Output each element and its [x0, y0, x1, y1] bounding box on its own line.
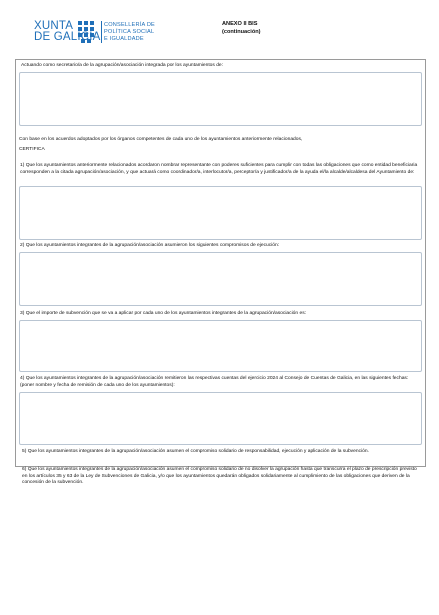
subsidy-amount-input-box[interactable]	[19, 320, 422, 372]
municipalities-input-box[interactable]	[19, 72, 422, 126]
item6-text: 6) Que los ayuntamientos integrantes de la agrupación/asociación asumen el compromiso solidario de no disolver la agrupación hasta que transcurra el plazo de prescripción previsto en los artículos 35 y 63 de la Ley de Subvenciones de Galicia, y/o que los ayuntamientos quedarán obligados solidariamente al cumplimiento de las obligaciones que deriven de la concesión de la subvención.	[22, 467, 417, 486]
department-line2: POLÍTICA SOCIAL	[104, 29, 155, 35]
department-line3: E IGUALDADE	[104, 36, 144, 42]
based-on-text: Con base en los acuerdos adoptados por los órganos competentes de cada uno de los ayuntamientos anteriormente relacionados,	[19, 137, 303, 142]
representative-input-box[interactable]	[19, 186, 422, 240]
certifica-heading: CERTIFICA	[19, 147, 45, 152]
annex-title: ANEXO II BIS	[222, 21, 258, 27]
item4-text: 4) Que los ayuntamientos integrantes de la agrupación/asociación remitieron las respectivas cuentas del ejercicio 2024 al Consejo de Cuentas de Galicia, en las siguientes fechas: (poner nombre y fecha de remisión de cada uno de los ayuntamientos):	[20, 376, 409, 388]
brand-line2: DE GALICIA	[34, 31, 101, 43]
brand-line1: XUNTA	[34, 20, 74, 32]
logo-divider	[101, 21, 102, 43]
commitments-input-box[interactable]	[19, 252, 422, 306]
annex-subtitle: (continuación)	[222, 29, 261, 35]
item1-text: 1) Que los ayuntamientos anteriormente relacionados acordaron nombrar representante con poderes suficientes para cumplir con todas las obligaciones que como entidad beneficiaria corresponden a la citada agrupación/asociación, y que actuará como coordinador/a, interlocutor/a, perceptor/a y justificador/a de la ayuda el/la alcalde/alcaldesa del Ayuntamiento de:	[20, 163, 418, 175]
department-line1: CONSELLERÍA DE	[104, 22, 155, 28]
acting-as-label: Actuando como secretario/a de la agrupación/asociación integrada por los ayuntamientos de:	[21, 63, 223, 68]
item2-text: 2) Que los ayuntamientos integrantes de la agrupación/asociación asumieron los siguientes compromisos de ejecución:	[20, 243, 280, 248]
item5-text: 5) Que los ayuntamientos integrantes de la agrupación/asociación asumen el compromiso solidario de responsabilidad, ejecución y aplicación de la subvención.	[22, 449, 369, 454]
item3-text: 3) Que el importe de subvención que se va a aplicar por cada uno de los ayuntamientos integrantes de la agrupación/asociación es:	[20, 311, 307, 316]
accounts-dates-input-box[interactable]	[19, 392, 422, 445]
